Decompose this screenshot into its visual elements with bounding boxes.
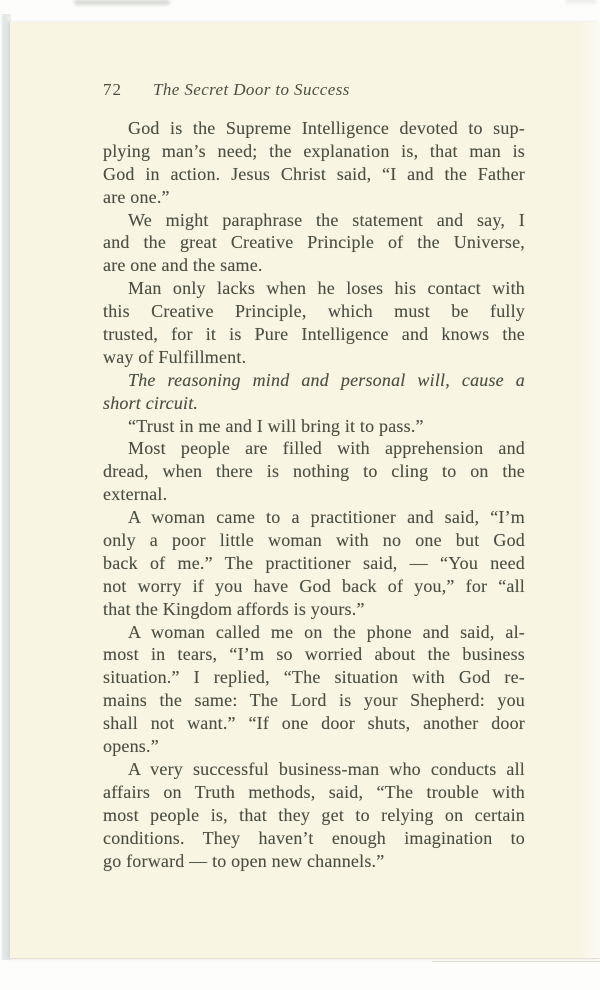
text-line: this Creative Principle, which must be fully <box>103 301 525 322</box>
book-page <box>10 22 600 959</box>
text-line: opens.” <box>103 736 159 757</box>
text-line: conditions. They haven’t enough imagination to <box>103 827 525 848</box>
text-line: Most people are filled with apprehension and <box>128 438 525 459</box>
text-line: A very successful business-man who conducts all <box>128 758 525 779</box>
text-line: that the Kingdom affords is yours.” <box>103 598 365 619</box>
text-line: Man only lacks when he loses his contact with <box>128 278 525 299</box>
text-line: short circuit. <box>103 392 199 413</box>
text-line: back of me.” The practitioner said, — “You need <box>103 552 525 573</box>
text-line: are one and the same. <box>103 255 263 276</box>
text-line: God is the Supreme Intelligence devoted to sup- <box>128 118 525 138</box>
paragraph <box>103 437 525 506</box>
text-line: most people is, that they get to relying on certain <box>103 804 525 825</box>
text-line: A woman called me on the phone and said, al- <box>128 621 525 642</box>
text-line: plying man’s need; the explanation is, that man is <box>103 140 525 161</box>
paragraph <box>103 277 525 369</box>
paragraph <box>103 415 525 438</box>
scan-artifact-bottom-line <box>432 961 600 962</box>
paragraph <box>103 621 525 758</box>
text-line: not worry if you have God back of you,” for “all <box>103 575 525 596</box>
page-header <box>103 80 525 100</box>
text-line: and the great Creative Principle of the Universe, <box>103 232 525 253</box>
page-number: 72 <box>103 80 122 99</box>
text-line: God in action. Jesus Christ said, “I and the Father <box>103 163 525 184</box>
text-line: are one.” <box>103 186 170 207</box>
text-line: We might paraphrase the statement and say, I <box>128 209 525 230</box>
text-line: trusted, for it is Pure Intelligence and knows the <box>103 324 525 345</box>
text-line: A woman came to a practitioner and said, “I’m <box>128 507 525 528</box>
text-line: affairs on Truth methods, said, “The trouble with <box>103 781 525 802</box>
text-line: shall not want.” “If one door shuts, another door <box>103 713 525 734</box>
text-line: most in tears, “I’m so worried about the business <box>103 644 525 665</box>
paragraph <box>103 758 525 872</box>
text-line: situation.” I replied, “The situation with God re- <box>103 667 525 688</box>
text-line: way of Fulfillment. <box>103 346 247 367</box>
text-line: go forward — to open new channels.” <box>103 850 385 871</box>
text-line: dread, when there is nothing to cling to on the <box>103 461 525 482</box>
paragraph <box>103 506 525 620</box>
paragraph <box>103 209 525 278</box>
paragraph <box>103 117 525 209</box>
scan-artifact-top-smudge <box>74 0 170 5</box>
scan-artifact-top-right-smudge <box>566 0 596 3</box>
text-line: The reasoning mind and personal will, cause a <box>128 369 525 390</box>
text-line: only a poor little woman with no one but God <box>103 530 525 551</box>
text-line: external. <box>103 484 168 505</box>
running-header: The Secret Door to Success <box>153 80 350 99</box>
text-line: “Trust in me and I will bring it to pass.” <box>128 415 424 436</box>
text-line: mains the same: The Lord is your Shepherd: you <box>103 690 525 711</box>
paragraph <box>103 369 525 415</box>
page-body <box>103 117 525 872</box>
